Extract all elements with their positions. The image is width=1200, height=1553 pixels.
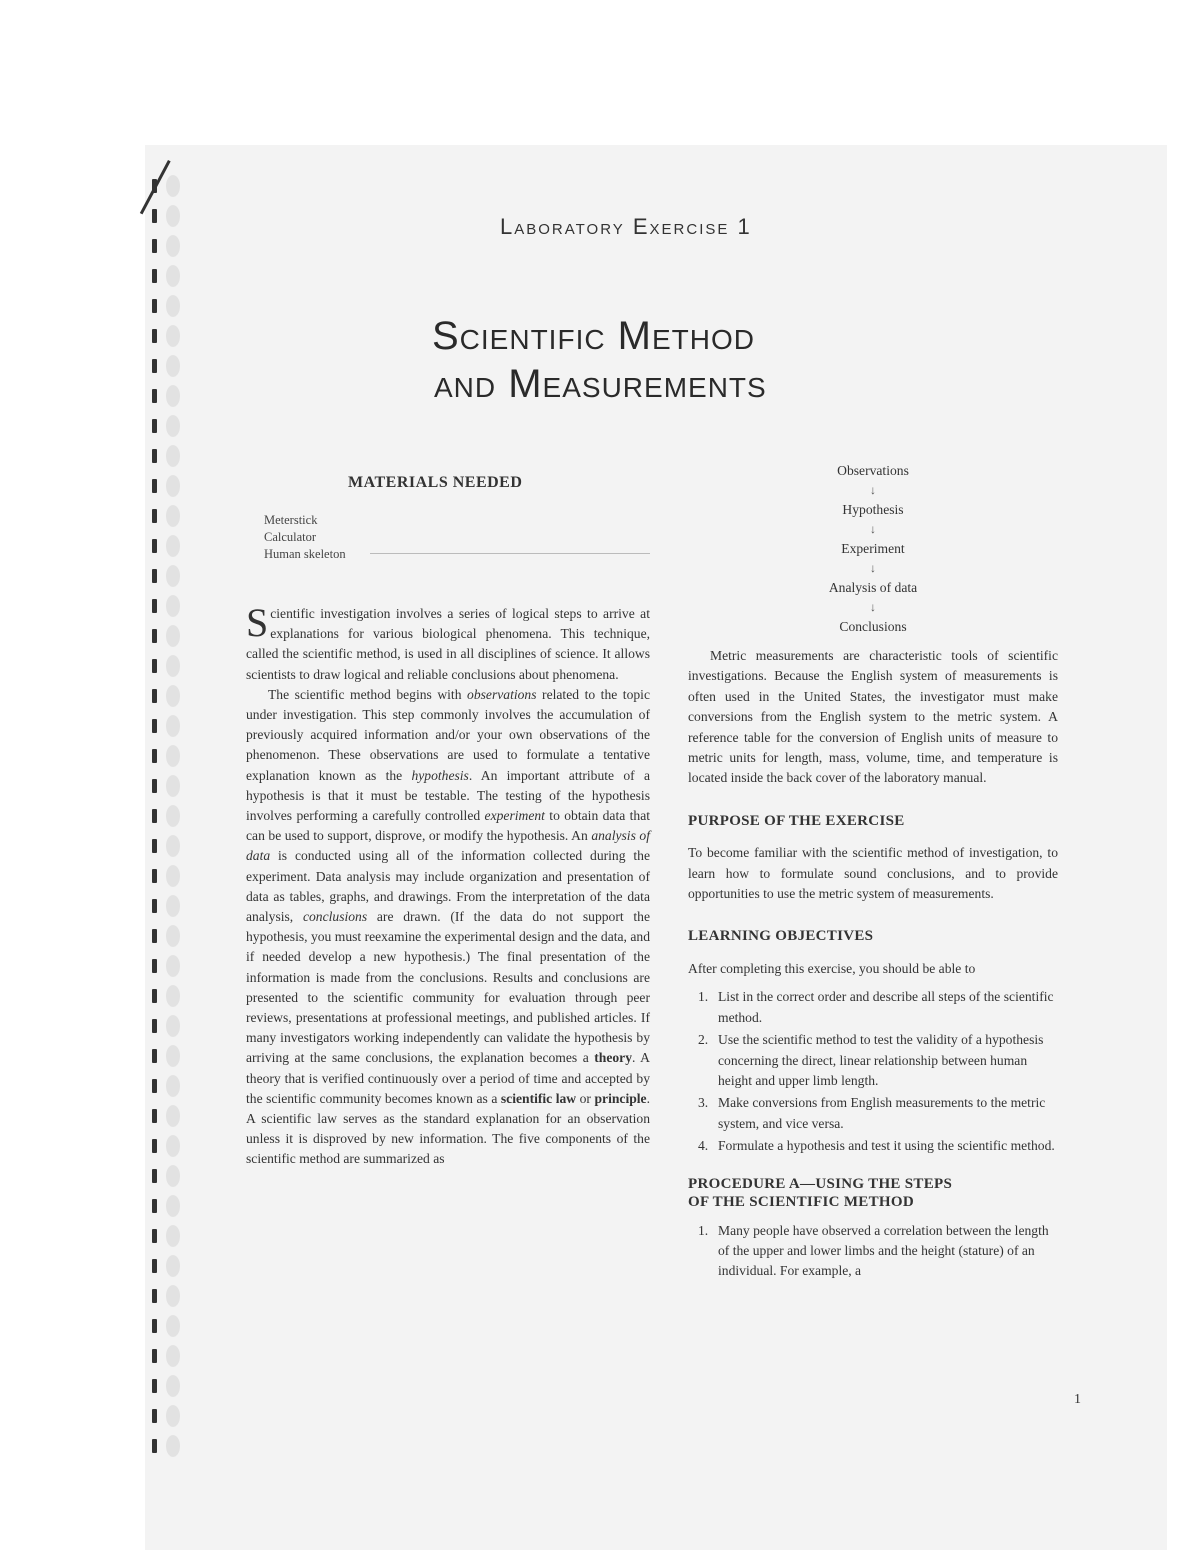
binding-hole: [166, 1195, 180, 1217]
binding-tick: [152, 419, 157, 433]
binding-tick: [152, 1109, 157, 1123]
binding-tick: [152, 1229, 157, 1243]
binding-hole: [166, 595, 180, 617]
binding-tick: [152, 1019, 157, 1033]
binding-hole: [166, 265, 180, 287]
binding-tick: [152, 569, 157, 583]
metric-paragraph: Metric measurements are characteristic tools of scientific investigations. Because the English system of measurements is often used in the United States, the investigator must make conversions from the English system to the metric system. A reference table for the conversion of English units of measure to metric units for length, mass, volume, time, and temperature is located inside the back cover of the laboratory manual.: [688, 648, 1058, 786]
binding-hole: [166, 1285, 180, 1307]
binding-hole: [166, 1375, 180, 1397]
binding-hole: [166, 565, 180, 587]
binding-tick: [152, 689, 157, 703]
binding-hole: [166, 895, 180, 917]
binding-tick: [152, 779, 157, 793]
materials-rule: [370, 553, 650, 554]
binding-tick: [152, 1139, 157, 1153]
binding-tick: [152, 359, 157, 373]
binding-hole: [166, 445, 180, 467]
spiral-binding: [148, 175, 208, 1475]
purpose-heading: PURPOSE OF THE EXERCISE: [688, 812, 905, 829]
binding-tick: [152, 959, 157, 973]
binding-hole: [166, 475, 180, 497]
flow-step: Experiment: [841, 541, 905, 556]
binding-tick: [152, 1259, 157, 1273]
purpose-text: To become familiar with the scientific method of investigation, to learn how to formulate sound conclusions, and to provide opportunities to use the metric system of measurements.: [688, 845, 1058, 902]
binding-tick: [152, 599, 157, 613]
binding-hole: [166, 325, 180, 347]
list-item: 1. Many people have observed a correlation between the length of the upper and lower limbs and the height (stature) of an individual. For example, a: [698, 1222, 1049, 1279]
binding-tick: [152, 899, 157, 913]
page-title: [420, 312, 940, 408]
binding-tick: [152, 659, 157, 673]
binding-tick: [152, 1379, 157, 1393]
binding-hole: [166, 985, 180, 1007]
binding-tick: [152, 1199, 157, 1213]
binding-hole: [166, 1165, 180, 1187]
objectives-heading: LEARNING OBJECTIVES: [688, 928, 874, 945]
material-item: Human skeleton: [264, 547, 346, 561]
binding-tick: [152, 1319, 157, 1333]
binding-tick: [152, 1349, 157, 1363]
binding-hole: [166, 1015, 180, 1037]
list-item: 4. Formulate a hypothesis and test it using the scientific method.: [698, 1138, 1055, 1154]
materials-heading: MATERIALS NEEDED: [348, 474, 523, 491]
title-line-2: and Measurements: [434, 362, 767, 406]
binding-hole: [166, 1345, 180, 1367]
binding-tick: [152, 1079, 157, 1093]
objectives-list: [688, 987, 1058, 1156]
lab-exercise-label: Laboratory Exercise 1: [500, 214, 752, 239]
binding-hole: [166, 715, 180, 737]
method-paragraph: The scientific method begins with observations related to the topic under investigation. This step commonly involves the accumulation of previously acquired information and/or your own observations of the phenomenon. These observations are used to formulate a tentative explanation known as the hypothesis. An important attribute of a hypothesis is that it must be testable. The testing of the hypothesis involves performing a carefully controlled experiment to obtain data that can be used to support, disprove, or modify the hypothesis. An analysis of data is conducted using all of the information collected during the experiment. Data analysis may include organization and presentation of data as tables, graphs, and drawings. From the interpretation of the data analysis, conclusions are drawn. (If the data do not support the hypothesis, you must reexamine the experimental design and the data, and if needed develop a new hypothesis.) The final presentation of the information is made from the conclusions. Results and conclusions are presented to the scientific community for evaluation through peer reviews, presentations at professional meetings, and published articles. If many investigators working independently can validate the hypothesis by arriving at the same conclusions, the explanation becomes a theory. A theory that is verified continuously over a period of time and accepted by the scientific community becomes known as a scientific law or principle. A scientific law serves as the standard explanation for an observation unless it is disproved by new information. The five components of the scientific method are summarized as: [246, 686, 651, 1167]
binding-tick: [152, 719, 157, 733]
materials-list: [264, 512, 346, 563]
binding-hole: [166, 415, 180, 437]
procedure-heading: PROCEDURE A—USING THE STEPS OF THE SCIENTIFIC METHOD: [688, 1175, 953, 1210]
binding-tick: [152, 629, 157, 643]
binding-hole: [166, 1045, 180, 1067]
binding-tick: [152, 929, 157, 943]
down-arrow-icon: ↓: [870, 522, 876, 536]
binding-hole: [166, 175, 180, 197]
binding-tick: [152, 1439, 157, 1453]
binding-tick: [152, 749, 157, 763]
binding-hole: [166, 205, 180, 227]
flow-step: Observations: [837, 463, 909, 478]
binding-tick: [152, 869, 157, 883]
binding-hole: [166, 835, 180, 857]
binding-hole: [166, 1225, 180, 1247]
binding-tick: [152, 1289, 157, 1303]
material-item: Meterstick: [264, 513, 318, 527]
binding-tick: [152, 809, 157, 823]
title-line-1: Scientific Method: [432, 314, 755, 358]
binding-hole: [166, 955, 180, 977]
binding-tick: [152, 1049, 157, 1063]
list-item: 1. List in the correct order and describe all steps of the scientific method.: [698, 989, 1054, 1025]
binding-hole: [166, 385, 180, 407]
binding-hole: [166, 295, 180, 317]
binding-hole: [166, 1315, 180, 1337]
binding-hole: [166, 685, 180, 707]
list-item: 2. Use the scientific method to test the validity of a hypothesis concerning the direct, linear relationship between human height and upper limb length.: [698, 1032, 1044, 1088]
binding-tick: [152, 479, 157, 493]
material-item: Calculator: [264, 530, 317, 544]
binding-hole: [166, 805, 180, 827]
left-column: [246, 600, 651, 1170]
binding-hole: [166, 1075, 180, 1097]
binding-hole: [166, 745, 180, 767]
list-item: 3. Make conversions from English measurements to the metric system, and vice versa.: [698, 1095, 1046, 1131]
binding-tick: [152, 1409, 157, 1423]
binding-tick: [152, 1169, 157, 1183]
binding-hole: [166, 775, 180, 797]
binding-tick: [152, 239, 157, 253]
flow-step: Analysis of data: [828, 580, 918, 595]
binding-tick: [152, 839, 157, 853]
binding-hole: [166, 1135, 180, 1157]
binding-hole: [166, 655, 180, 677]
flow-step: Hypothesis: [842, 502, 904, 517]
drop-cap: S: [246, 600, 269, 645]
binding-hole: [166, 1255, 180, 1277]
binding-hole: [166, 355, 180, 377]
binding-tick: [152, 209, 157, 223]
binding-hole: [166, 625, 180, 647]
down-arrow-icon: ↓: [870, 561, 876, 575]
binding-hole: [166, 1435, 180, 1457]
binding-hole: [166, 535, 180, 557]
binding-hole: [166, 505, 180, 527]
binding-hole: [166, 925, 180, 947]
binding-tick: [152, 389, 157, 403]
flow-step: Conclusions: [839, 619, 907, 634]
objectives-intro: After completing this exercise, you should be able to: [688, 960, 976, 976]
down-arrow-icon: ↓: [870, 483, 876, 497]
procedure-list: [688, 1221, 1058, 1282]
binding-tick: [152, 299, 157, 313]
scientific-method-flow: [688, 462, 1058, 636]
page-number: 1: [1074, 1392, 1081, 1407]
binding-hole: [166, 235, 180, 257]
binding-tick: [152, 269, 157, 283]
binding-hole: [166, 1105, 180, 1127]
right-column: [688, 462, 1058, 1284]
binding-tick: [152, 329, 157, 343]
binding-tick: [152, 989, 157, 1003]
binding-hole: [166, 1405, 180, 1427]
binding-hole: [166, 865, 180, 887]
binding-tick: [152, 509, 157, 523]
binding-tick: [152, 539, 157, 553]
binding-tick: [152, 449, 157, 463]
intro-paragraph: Scientific investigation involves a series of logical steps to arrive at explanations for various biological phenomena. This technique, called the scientific method, is used in all disciplines of science. It allows scientists to draw logical and reliable conclusions about phenomena.: [246, 600, 650, 682]
down-arrow-icon: ↓: [870, 600, 876, 614]
